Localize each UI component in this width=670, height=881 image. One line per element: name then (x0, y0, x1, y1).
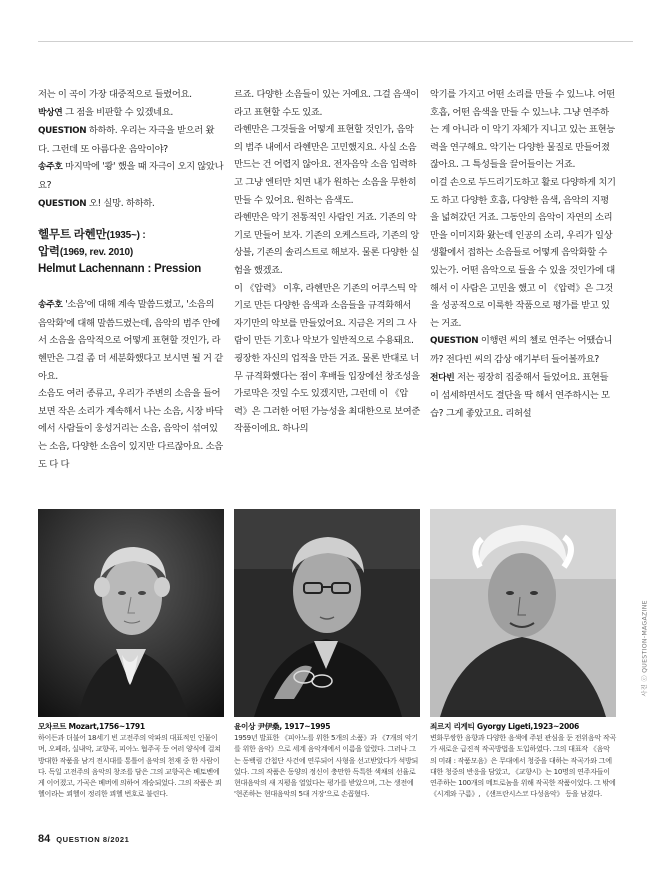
paragraph: QUESTION 이행련 씨의 첼로 연주는 어땠습니까? 전다빈 씨의 감상 얘기부터 들어볼까요? (430, 335, 613, 365)
speaker-label: QUESTION (38, 198, 87, 209)
caption-title: 죄르지 리게티 Gyorgy Ligeti,1923~2006 (430, 722, 579, 731)
caption-text: 변화무쌍한 음향과 다양한 음색에 주된 관심을 둔 전위음악 작곡가 새로운 급진적 작곡방법을 도입하였다. 그의 대표작 《음악의 미래 : 작품모음》은 무대에서 청중을 대하는 작곡가와 그에 대한 청중의 반응을 담았고, 《교향시》는 10명의 연주자들이 연주하는 100개의 메트로놈을 위해 작곡한 작품이었다. 그 밖에 《시계와 구름》, 《샌프란시스코 다성음악》 등을 남겼다. (430, 733, 617, 799)
isang-yun-photo-icon (234, 509, 420, 717)
photo-caption (430, 721, 616, 799)
speaker-label: QUESTION (430, 336, 479, 347)
photo-caption (38, 721, 224, 799)
paragraph: QUESTION 오! 실망. 하하하. (38, 197, 155, 209)
paragraph: 박상연 그 점을 비판할 수 있겠네요. (38, 106, 174, 118)
paragraph: 악기를 가지고 어떤 소리를 만들 수 있느냐. 어떤 호흡, 어떤 음색을 만들 수 있느냐. 그냥 연주하는 게 아니라 이 악기 자체가 지니고 있는 표현능력을 연구해요. 악기는 다양한 물질로 만들어졌잖아요. 그 특성들을 끌어들이는 거죠. (430, 89, 615, 171)
paragraph: 송주호 마지막에 '쾅' 했을 때 자극이 오지 않았나요? (38, 161, 224, 191)
mozart-portrait-icon (38, 509, 224, 717)
section-heading: 헬무트 라헨만(1935~) : 압력(1969, rev. 2010) Helmut Lachennann : Pression (38, 229, 202, 276)
ligeti-photo-icon (430, 509, 616, 717)
text-column-3 (430, 86, 616, 422)
caption-text: 1959년 발표한 《피아노를 위한 5개의 소품》과 《7개의 악기를 위한 음악》으로 세계 음악계에서 이름을 알렸다. 그러나 그는 동백림 간첩단 사건에 연루되어 사형을 선고받았다가 석방되었다. 그의 작품은 동양의 정신이 충만한 독특한 색채의 선율로 현대음악의 새 지평을 열었다는 평가를 받았으며, 그는 생전에 '현존하는 현대음악의 5대 거장'으로 손꼽혔다. (234, 733, 419, 799)
speaker-label: 전다빈 (430, 372, 455, 383)
photo-caption (234, 721, 420, 799)
page-footer (38, 833, 129, 845)
paragraph: QUESTION 하하하. 우리는 자극을 받으러 왔다. 그런데 또 아름다운 음악이야? (38, 125, 215, 155)
paragraph: 저는 이 곡이 가장 대중적으로 들렸어요. (38, 89, 192, 100)
paragraph: 송주호 '소음'에 대해 계속 말씀드렸고, '소음의 음악화'에 대해 말씀드렸는데, 음악의 범주 안에서 소음을 음악적으로 어떻게 표현할 것인가, 라헨만은 그걸 좀 더 세분화했다고 보시면 될 거 같아요. (38, 299, 223, 382)
caption-text: 하이든과 더불어 18세기 빈 고전주의 악파의 대표적인 인물이며, 오페라, 실내악, 교향곡, 피아노 협주곡 등 여러 양식에 걸쳐 방대한 작품을 남겨 전시대를 통틀어 음악의 천재 중 한 사람이다. 독일 고전주의 음악의 창조를 담은 그의 교향곡은 베토벤에게 이어졌고, 가곡은 베버에 의하여 계승되었다. 그의 작품은 쾨헬이라는 쾨헬이 정리한 쾨헬 번호로 불린다. (38, 733, 222, 799)
paragraph: 이걸 손으로 두드리기도하고 활로 다양하게 치기도 하고 다양한 호흡, 다양한 음색, 음악의 지평을 넓혀갔던 거죠. 그동안의 음악이 자연의 소리만을 이미지화 왔는데 인공의 소리, 우리가 일상생활에서 접하는 소음들로 어떻게 음악화할 수 있는가. 어떤 음악으로 들을 수 있을 것인가에 대해서 이 사람은 고민을 했고 이 《압력》은 그것을 성공적으로 이룩한 작품으로 평가를 받고 있는 거죠. (430, 176, 616, 329)
speaker-label: 박상연 (38, 107, 63, 118)
top-rule (38, 41, 633, 42)
paragraph: 소음도 여러 종류고, 우리가 주변의 소음을 들어보면 작은 소리가 계속해서 나는 소음, 시장 바닥에서 사람들이 웅성거리는 소음, 음악이 섞여있는 소음, 다양한 소음이 있지만 다르잖아요. 소음도 다 다 (38, 388, 223, 470)
magazine-issue: QUESTION 8/2021 (56, 835, 130, 844)
caption-title: 모차르트 Mozart,1756~1791 (38, 722, 145, 731)
paragraph: 이 《압력》 이후, 라헨만은 기존의 어쿠스틱 악기로 만든 다양한 음색과 소음들을 규격화해서 자기만의 악보를 만들었어요. 지금은 거의 그 사람이 만든 기호나 악보가 일반적으로 수용돼요. 굉장한 자신의 업적을 만든 거죠. 물론 반대로 너무 규격화했다는 점이 후배들 입장에선 창조성을 가로막은 것일 수도 있겠지만, 그런데 이 《압력》은 그러한 어떤 가능성을 최대한으로 보여준 작품이에요. 하나의 (234, 282, 420, 435)
text-column-2 (234, 86, 420, 438)
paragraph: 전다빈 저는 굉장히 집중해서 들었어요. 표현들이 섬세하면서도 결단을 딱 해서 연주하시는 모습? 그게 좋았고요. 리허설 (430, 371, 610, 419)
paragraph: 르죠. 다양한 소음들이 있는 거예요. 그걸 음색이라고 표현할 수도 있죠. (234, 89, 419, 118)
paragraph: 라헨만은 악기 전통적인 사람인 거죠. 기존의 악기로 만들어 보자. 기존의 오케스트라, 기존의 앙상블, 기존의 솔리스트로 해보자. 물론 다양한 실험을 했겠죠. (234, 212, 419, 276)
speaker-label: QUESTION (38, 126, 87, 137)
speaker-label: 송주호 (38, 300, 63, 311)
text-column-1 (38, 86, 224, 473)
photo-credit: 사진 ⓒ QUESTION-MAGAZINE (641, 600, 649, 697)
page-number: 84 (38, 833, 51, 845)
caption-title: 윤이상 尹伊桑, 1917~1995 (234, 722, 331, 731)
speaker-label: 송주호 (38, 162, 63, 173)
paragraph: 라헨만은 그것들을 어떻게 표현할 것인가, 음악의 범주 내에서 라헨만은 고민했지요. 사실 소음 만드는 건 어렵지 않아요. 전자음악 소음 입력하고 그냥 엔터만 치면 내가 원하는 소음을 무한히 만들 수 있어요. 원하는 음색도. (234, 124, 417, 206)
